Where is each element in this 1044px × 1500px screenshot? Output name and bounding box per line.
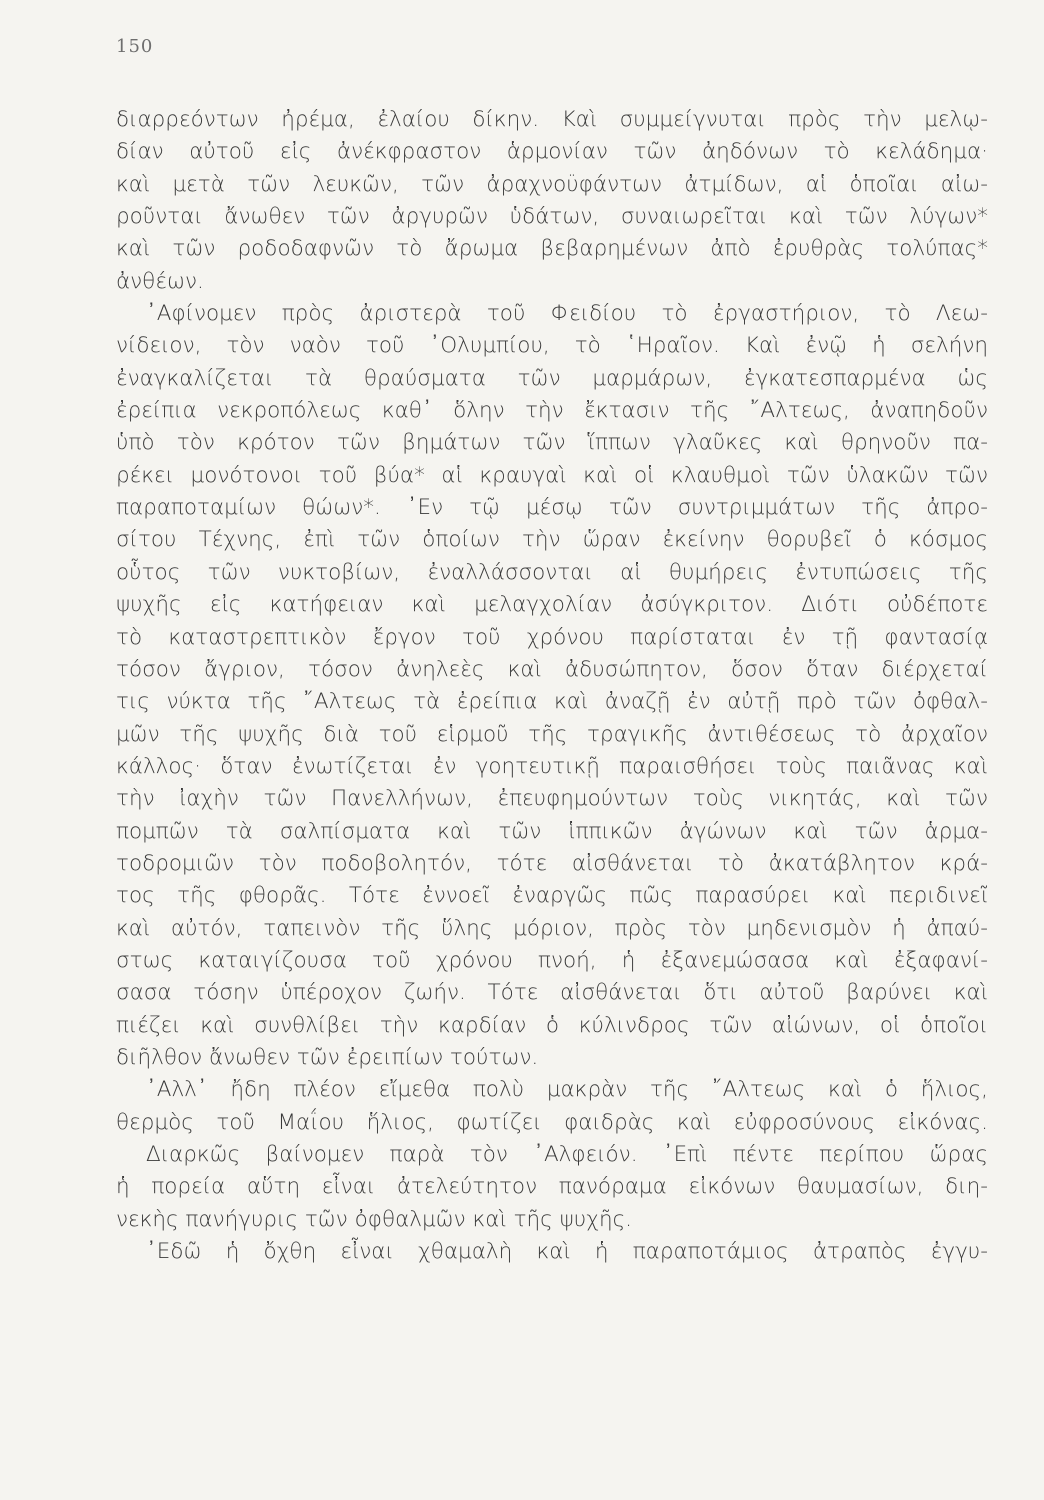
text-line: οὗτος τῶν νυκτοβίων, ἐναλλάσσονται αἱ θυμήρεις ἐντυπώσεις τῆς [116, 559, 988, 585]
body-text [116, 104, 988, 1268]
text-line: Διαρκῶς βαίνομεν παρὰ τὸν ᾿Αλφειόν. ᾿Επὶ πέντε περίπου ὥρας [146, 1142, 988, 1167]
text-line: ᾿Αλλ᾿ ἤδη πλέον εἴμεθα πολὺ μακρὰν τῆς ῎Αλτεως καὶ ὁ ἥλιος, [146, 1077, 988, 1103]
text-line: σασα τόσην ὑπέροχον ζωήν. Τότε αἰσθάνεται ὅτι αὐτοῦ βαρύνει καὶ [116, 980, 988, 1006]
text-line: πομπῶν τὰ σαλπίσματα καὶ τῶν ἱππικῶν ἀγώνων καὶ τῶν ἁρμα- [116, 818, 988, 844]
text-line: νίδειον, τὸν ναὸν τοῦ ᾿Ολυμπίου, τὸ ῾Ηραῖον. Καὶ ἐνῷ ἡ σελήνη [116, 333, 988, 359]
text-line: τὴν ἰαχὴν τῶν Πανελλήνων, ἐπευφημούντων τοὺς νικητάς, καὶ τῶν [116, 786, 988, 812]
text-line: τος τῆς φθορᾶς. Τότε ἐννοεῖ ἐναργῶς πῶς παρασύρει καὶ περιδινεῖ [116, 883, 988, 909]
text-line: στως καταιγίζουσα τοῦ χρόνου πνοή, ἡ ἐξανεμώσασα καὶ ἐξαφανί- [116, 947, 988, 973]
text-line: τοδρομιῶν τὸν ποδοβολητόν, τότε αἰσθάνεται τὸ ἀκατάβλητον κρά- [116, 850, 988, 876]
text-line: ᾿Εδῶ ἡ ὄχθη εἶναι χθαμαλὴ καὶ ἡ παραποτάμιος ἀτραπὸς ἐγγυ- [146, 1239, 988, 1265]
text-line: ρέκει μονότονοι τοῦ βύα* αἱ κραυγαὶ καὶ οἱ κλαυθμοὶ τῶν ὑλακῶν τῶν [116, 462, 988, 488]
text-line: ἀνθέων. [116, 268, 204, 294]
text-line: κάλλος· ὅταν ἐνωτίζεται ἐν γοητευτικῇ παραισθήσει τοὺς παιᾶνας καὶ [116, 753, 988, 779]
text-line: τόσον ἄγριον, τόσον ἀνηλεὲς καὶ ἀδυσώπητον, ὅσον ὅταν διέρχεταί [116, 656, 988, 682]
text-line: τὸ καταστρεπτικὸν ἔργον τοῦ χρόνου παρίσταται ἐν τῇ φαντασίᾳ [116, 624, 988, 650]
text-line: καὶ μετὰ τῶν λευκῶν, τῶν ἀραχνοϋφάντων ἀτμίδων, αἱ ὁποῖαι αἰω- [116, 171, 988, 197]
text-line: σίτου Τέχνης, ἐπὶ τῶν ὁποίων τὴν ὥραν ἐκείνην θορυβεῖ ὁ κόσμος [116, 527, 988, 553]
text-line: θερμὸς τοῦ Μαΐου ἥλιος, φωτίζει φαιδρὰς καὶ εὐφροσύνους εἰκόνας. [116, 1109, 988, 1135]
text-line: ἡ πορεία αὕτη εἶναι ἀτελεύτητον πανόραμα εἰκόνων θαυμασίων, διη- [116, 1174, 988, 1200]
text-line: διῆλθον ἄνωθεν τῶν ἐρειπίων τούτων. [116, 1044, 539, 1070]
page-number: 150 [116, 36, 154, 57]
text-line: πιέζει καὶ συνθλίβει τὴν καρδίαν ὁ κύλινδρος τῶν αἰώνων, οἱ ὁποῖοι [116, 1012, 988, 1038]
text-line: καὶ τῶν ροδοδαφνῶν τὸ ἄρωμα βεβαρημένων ἀπὸ ἐρυθρὰς τολύπας* [116, 236, 988, 262]
text-line: ὑπὸ τὸν κρότον τῶν βημάτων τῶν ἵππων γλαῦκες καὶ θρηνοῦν πα- [116, 430, 988, 456]
text-line: ἐναγκαλίζεται τὰ θραύσματα τῶν μαρμάρων, ἐγκατεσπαρμένα ὡς [116, 365, 988, 391]
text-line: παραποταμίων θώων*. ᾿Εν τῷ μέσῳ τῶν συντριμμάτων τῆς ἀπρο- [116, 495, 988, 521]
text-line: δίαν αὐτοῦ εἰς ἀνέκφραστον ἁρμονίαν τῶν ἀηδόνων τὸ κελάδημα· [116, 139, 988, 165]
text-line: ροῦνται ἄνωθεν τῶν ἀργυρῶν ὑδάτων, συναιωρεῖται καὶ τῶν λύγων* [116, 204, 988, 230]
text-line: καὶ αὐτόν, ταπεινὸν τῆς ὕλης μόριον, πρὸς τὸν μηδενισμὸν ἡ ἀπαύ- [116, 915, 988, 941]
text-line: μῶν τῆς ψυχῆς διὰ τοῦ εἱρμοῦ τῆς τραγικῆς ἀντιθέσεως τὸ ἀρχαῖον [116, 721, 988, 747]
text-line: ἐρείπια νεκροπόλεως καθ᾿ ὅλην τὴν ἔκτασιν τῆς ῎Αλτεως, ἀναπηδοῦν [116, 398, 988, 424]
text-line: νεκὴς πανήγυρις τῶν ὀφθαλμῶν καὶ τῆς ψυχῆς. [116, 1206, 633, 1232]
text-line: ψυχῆς εἰς κατήφειαν καὶ μελαγχολίαν ἀσύγκριτον. Διότι οὐδέποτε [116, 592, 988, 618]
text-line: τις νύκτα τῆς ῎Αλτεως τὰ ἐρείπια καὶ ἀναζῇ ἐν αὐτῇ πρὸ τῶν ὀφθαλ- [116, 689, 988, 715]
text-line: ᾿Αφίνομεν πρὸς ἀριστερὰ τοῦ Φειδίου τὸ ἐργαστήριον, τὸ Λεω- [146, 301, 988, 327]
text-line: διαρρεόντων ἠρέμα, ἐλαίου δίκην. Καὶ συμμείγνυται πρὸς τὴν μελῳ- [116, 107, 988, 132]
